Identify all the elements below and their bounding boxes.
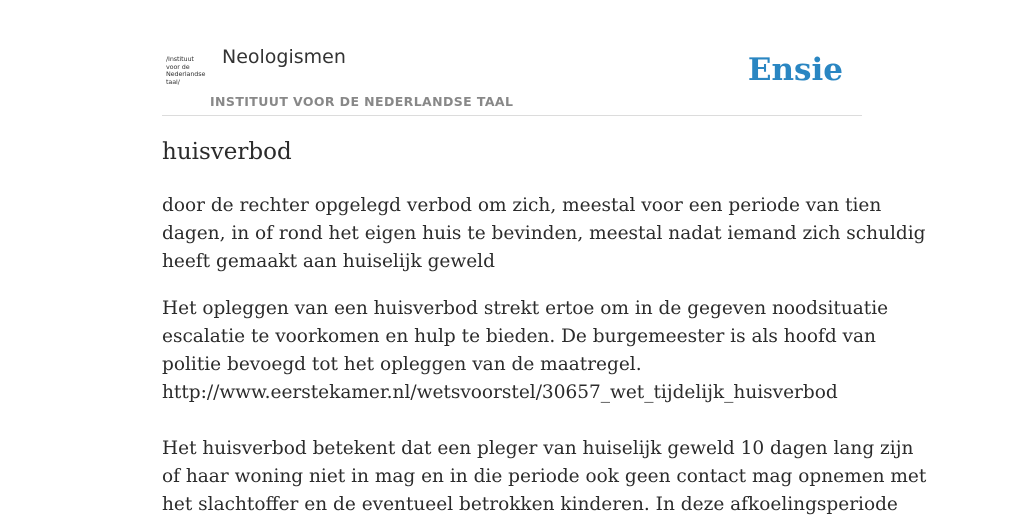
header bbox=[162, 0, 862, 116]
site-name-link[interactable]: Neologismen bbox=[222, 46, 346, 68]
example-line: escalatie te voorkomen en hulp te bieden. De burgemeester is als hoofd van bbox=[162, 326, 876, 347]
example-line: politie bevoegd tot het opleggen van de maatregel. bbox=[162, 354, 642, 375]
logo-line: taal/ bbox=[166, 77, 180, 86]
logo-line: voor de bbox=[166, 62, 190, 71]
ensie-logo[interactable]: Ensie bbox=[747, 52, 843, 88]
example-line: of haar woning niet in mag en in die periode ook geen contact mag opnemen met bbox=[162, 466, 927, 487]
source-url: http://www.eerstekamer.nl/wetsvoorstel/30657_wet_tijdelijk_huisverbod bbox=[162, 382, 838, 403]
ivdnt-logo[interactable] bbox=[166, 56, 208, 86]
example-line: Het opleggen van een huisverbod strekt ertoe om in de gegeven noodsituatie bbox=[162, 298, 889, 319]
entry-example bbox=[162, 295, 889, 407]
example-line: het slachtoffer en de eventueel betrokken kinderen. In deze afkoelingsperiode bbox=[162, 494, 898, 515]
entry-definition bbox=[162, 192, 926, 276]
logo-line: Nederlandse bbox=[166, 70, 206, 79]
entry-example-2 bbox=[162, 435, 927, 519]
logo-line: /Instituut bbox=[166, 55, 194, 63]
definition-line: door de rechter opgelegd verbod om zich, meestal voor een periode van tien bbox=[162, 195, 882, 216]
definition-line: heeft gemaakt aan huiselijk geweld bbox=[162, 251, 495, 272]
entry-term: huisverbod bbox=[162, 139, 292, 165]
definition-line: dagen, in of rond het eigen huis te bevinden, meestal nadat iemand zich schuldig bbox=[162, 223, 926, 244]
page-container bbox=[162, 0, 927, 515]
example-line: Het huisverbod betekent dat een pleger van huiselijk geweld 10 dagen lang zijn bbox=[162, 438, 914, 459]
institute-name: INSTITUUT VOOR DE NEDERLANDSE TAAL bbox=[210, 94, 514, 109]
